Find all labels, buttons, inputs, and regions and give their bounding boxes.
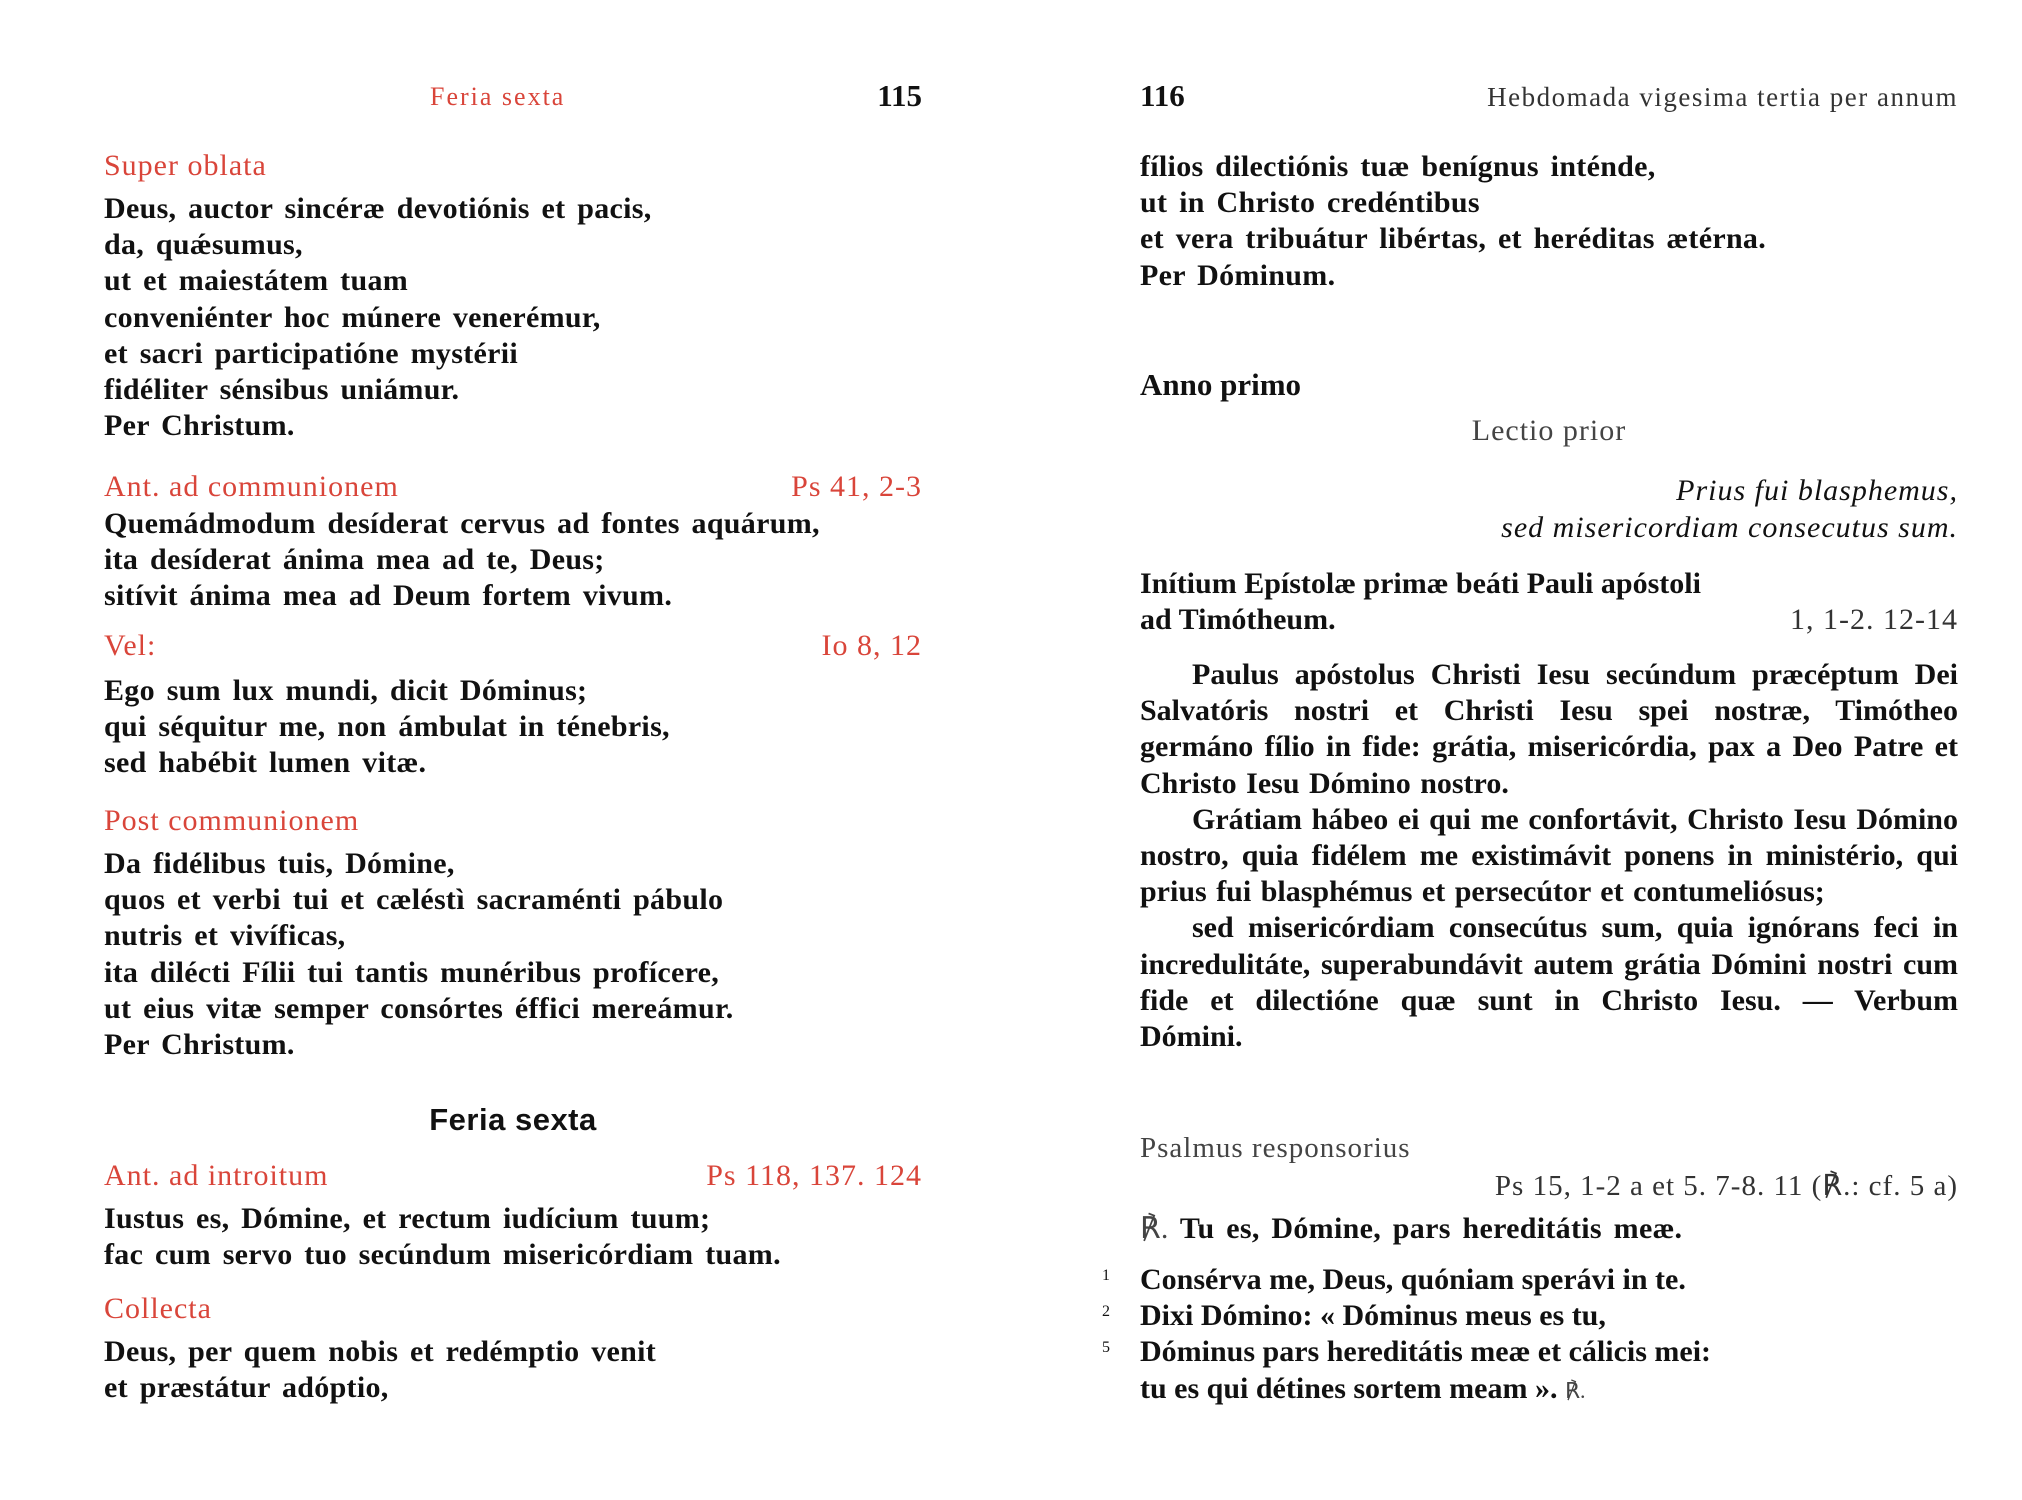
text-line: fidéliter sénsibus uniámur. xyxy=(104,373,460,407)
psalmus-reference: Ps 15, 1-2 a et 5. 7-8. 11 (℟.: cf. 5 a) xyxy=(1494,1170,1958,1202)
reading-reference: 1, 1-2. 12-14 xyxy=(1790,603,1958,636)
reading-summary xyxy=(1140,472,1958,546)
verse-text: Dóminus pars hereditátis meæ et cálicis mei: xyxy=(1140,1335,1712,1369)
verse-text: tu es qui détines sortem meam ». xyxy=(1140,1371,1558,1405)
psalm-response xyxy=(1140,1211,1958,1247)
left-page xyxy=(104,0,922,1500)
ant-communionem-label: Ant. ad communionem xyxy=(104,470,399,503)
collecta-label: Collecta xyxy=(104,1292,212,1325)
reading-paragraph: sed misericórdiam consecútus sum, quia ignórans feci in incredulitáte, superabundávit autem grátia Dómini nostri cum fide et dilectióne quæ sunt in Christo Iesu. — Verbum Dómini. xyxy=(1140,911,1958,1054)
super-oblata-section xyxy=(104,149,922,444)
ant-introitum-section xyxy=(104,1159,922,1273)
ant-introitum-reference: Ps 118, 137. 124 xyxy=(706,1159,922,1192)
text-line: Deus, auctor sincéræ devotiónis et pacis, xyxy=(104,192,652,225)
reading-title-text-1: Inítium Epístolæ primæ beáti Pauli apóstoli xyxy=(1140,567,1701,600)
summary-line: sed misericordiam consecutus sum. xyxy=(1501,511,1958,544)
vel-text xyxy=(104,673,922,782)
psalmus-heading: Psalmus responsorius xyxy=(1140,1132,1411,1164)
text-line: et præstátur adóptio, xyxy=(104,1371,389,1405)
text-line: fac cum servo tuo secúndum misericórdiam tuam. xyxy=(104,1238,781,1272)
post-communionem-section xyxy=(104,804,922,1063)
text-line: ut in Christo credéntibus xyxy=(1140,186,1480,220)
text-line: Ego sum lux mundi, dicit Dóminus; xyxy=(104,674,588,707)
verse-number: 5 xyxy=(1102,1339,1110,1357)
text-line: ita dilécti Fílii tui tantis munéribus profícere, xyxy=(104,955,720,989)
text-line: sitívit ánima mea ad Deum fortem vivum. xyxy=(104,579,673,613)
right-running-head xyxy=(1140,78,1958,122)
verse-text: Dixi Dómino: « Dóminus meus es tu, xyxy=(1140,1299,1606,1333)
text-line: nutris et vivíficas, xyxy=(104,919,346,953)
text-line: Deus, per quem nobis et redémptio venit xyxy=(104,1335,657,1368)
psalm-verses xyxy=(1102,1262,1958,1409)
post-communionem-text xyxy=(104,846,922,1063)
left-page-number: 115 xyxy=(877,78,922,113)
right-running-title: Hebdomada vigesima tertia per annum xyxy=(1487,82,1958,112)
text-line: Per Christum. xyxy=(104,1028,295,1062)
reading-body xyxy=(1140,657,1958,1055)
text-line: qui séquitur me, non ámbulat in ténebris, xyxy=(104,710,670,744)
verse-line xyxy=(1140,1371,1958,1409)
text-line: ita desíderat ánima mea ad te, Deus; xyxy=(104,543,605,577)
reading-paragraph: Paulus apóstolus Christi Iesu secúndum præcéptum Dei Salvatóris nostri et Christi Iesu spei nostræ, Timótheo germáno fílio in fide: grátia, misericórdia, pax a Deo Patre et Christo Iesu Dómino nostro. xyxy=(1140,658,1958,800)
right-page-number: 116 xyxy=(1140,78,1185,113)
ant-communionem-section xyxy=(104,470,922,615)
left-section-title: Feria sexta xyxy=(429,1102,597,1137)
anno-primo-title: Anno primo xyxy=(1140,367,1302,402)
collecta-continued-text xyxy=(1140,149,1958,294)
right-page xyxy=(1102,0,1958,1500)
left-running-head xyxy=(104,78,922,122)
text-line: ut eius vitæ semper consórtes éffici mereámur. xyxy=(104,991,734,1025)
left-running-title: Feria sexta xyxy=(430,82,566,111)
super-oblata-heading-text: Super oblata xyxy=(104,149,267,182)
verse-text: Consérva me, Deus, quóniam sperávi in te. xyxy=(1140,1263,1686,1296)
ant-introitum-heading xyxy=(104,1159,922,1193)
verse-number: 2 xyxy=(1102,1303,1110,1321)
response-mark: ℟. xyxy=(1140,1212,1169,1245)
text-line: Quemádmodum desíderat cervus ad fontes aquárum, xyxy=(104,507,820,540)
reading-title xyxy=(1140,566,1958,638)
text-line: sed habébit lumen vitæ. xyxy=(104,746,427,780)
verse-end-response-mark: ℟. xyxy=(1564,1377,1586,1403)
text-line: Da fidélibus tuis, Dómine, xyxy=(104,847,455,880)
ant-introitum-text xyxy=(104,1201,922,1273)
reading-title-line-1 xyxy=(1140,566,1958,602)
collecta-section xyxy=(104,1292,922,1406)
lectio-prior-heading: Lectio prior xyxy=(1471,414,1627,447)
ant-introitum-label: Ant. ad introitum xyxy=(104,1159,329,1192)
text-line: Iustus es, Dómine, et rectum iudícium tuum; xyxy=(104,1202,711,1235)
verse-number: 1 xyxy=(1102,1267,1110,1284)
text-line: quos et verbi tui et cæléstì sacraménti pábulo xyxy=(104,883,724,917)
text-line: et sacri participatióne mystérii xyxy=(104,336,518,370)
super-oblata-text xyxy=(104,191,922,444)
vel-label: Vel: xyxy=(104,629,157,662)
verse-line xyxy=(1102,1298,1958,1334)
text-line: Per Dóminum. xyxy=(1140,258,1336,292)
text-line: conveniénter hoc múnere venerémur, xyxy=(104,300,601,334)
text-line: da, quǽsumus, xyxy=(104,228,303,262)
post-communionem-label: Post communionem xyxy=(104,804,360,837)
ant-communionem-text xyxy=(104,506,922,615)
vel-section xyxy=(104,629,922,782)
verse-line xyxy=(1102,1334,1958,1370)
vel-reference: Io 8, 12 xyxy=(821,629,922,662)
text-line: Per Christum. xyxy=(104,409,295,443)
response-text: Tu es, Dómine, pars hereditátis meæ. xyxy=(1179,1212,1683,1245)
text-line: ut et maiestátem tuam xyxy=(104,264,409,298)
text-line: et vera tribuátur libértas, et heréditas ætérna. xyxy=(1140,222,1767,256)
reading-paragraph: Grátiam hábeo ei qui me confortávit, Christo Iesu Dómino nostro, quia fidélem me existimávit ponens in ministério, qui prius fui blasphémus et persecútor et contumeliósus; xyxy=(1140,802,1958,909)
reading-title-text-2: ad Timótheum. xyxy=(1140,603,1336,636)
collecta-heading xyxy=(104,1292,922,1326)
super-oblata-heading xyxy=(104,149,922,183)
ant-communionem-reference: Ps 41, 2-3 xyxy=(791,470,922,503)
text-line: fílios dilectiónis tuæ benígnus inténde, xyxy=(1140,150,1656,183)
collecta-text xyxy=(104,1334,922,1406)
post-communionem-heading xyxy=(104,804,922,838)
verse-line xyxy=(1102,1262,1958,1298)
ant-communionem-heading xyxy=(104,470,922,504)
reading-title-line-2 xyxy=(1140,602,1958,638)
summary-line: Prius fui blasphemus, xyxy=(1676,474,1958,507)
vel-heading xyxy=(104,629,922,663)
